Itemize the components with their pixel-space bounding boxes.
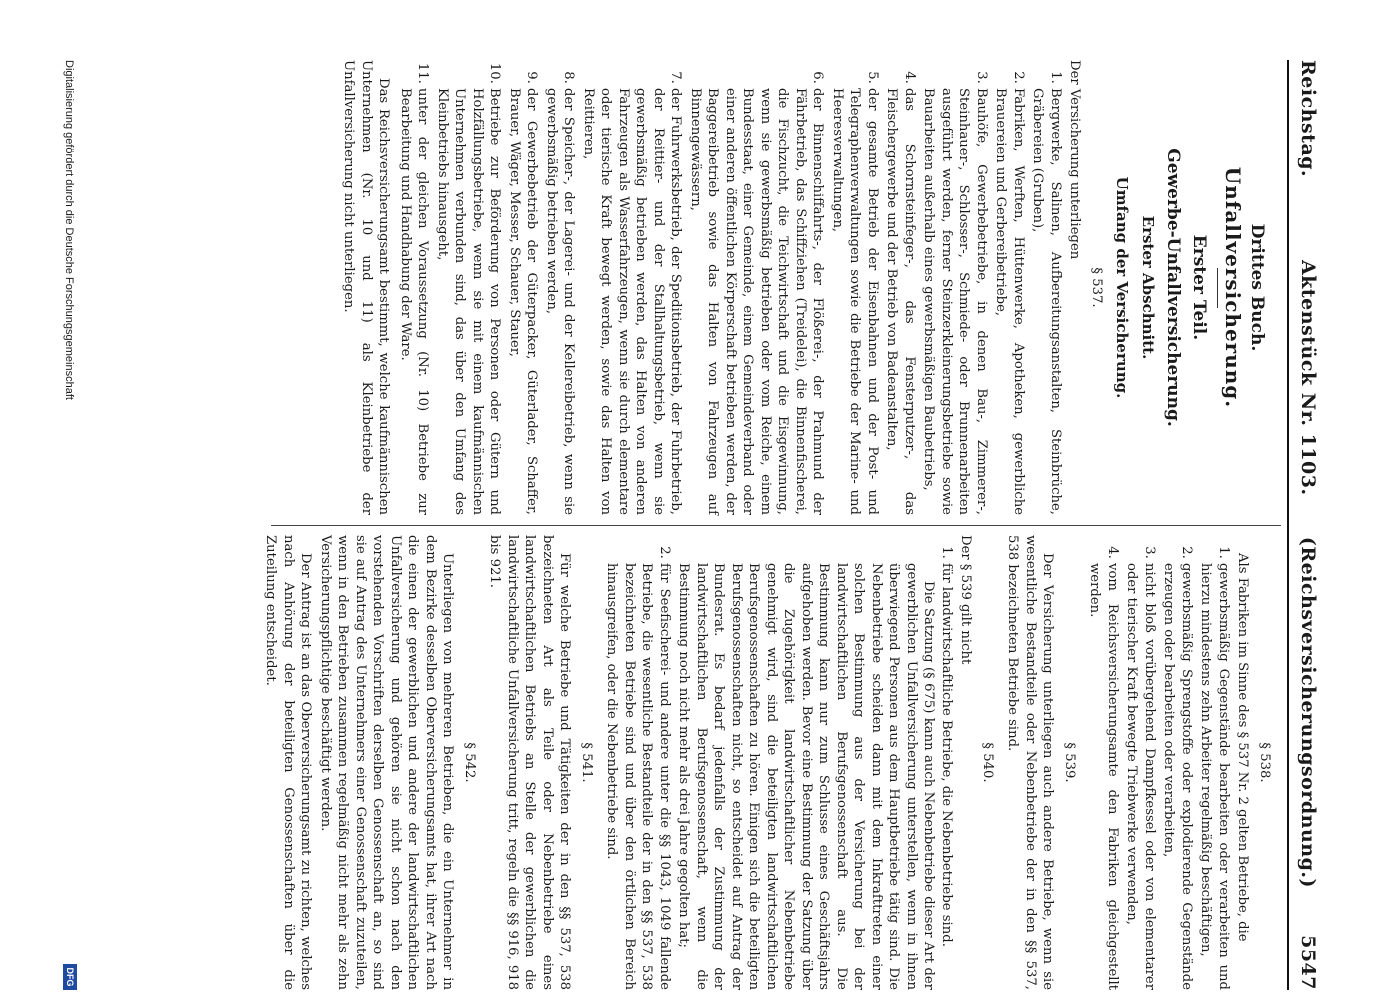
list-item: 2. für Seefischerei- und andere unter die §§ 1043, 1049 fallende Betriebe, die wesentliche Bestandteile der in den §§ 537, 538 bezeichneten Betriebe sind und über den örtlichen Bereich hinausgreifen, oder die Nebenbetriebe sind.: [603, 563, 673, 990]
paragraph-537-heading: § 537.: [1089, 267, 1104, 308]
list-item: 3. Bauhöfe, Gewerbebetriebe, in denen Bau-, Zimmerer-, Steinhauer-, Schlosser-, Schmiede- oder Brunnenarbeiten ausgeführt werden, ferner Steinzerkleinerungsbetriebe sowie Bauarbeiten außerhalb eines gewerbsmäßigen Baubetriebs,: [920, 88, 990, 515]
paragraph-539-heading: § 539.: [1062, 742, 1077, 783]
header-title: (Reichsversicherungsordnung.): [1297, 536, 1319, 888]
list-item: 7. der Fuhrwerksbetrieb, der Speditionsbetrieb, der Fuhrbetrieb, der Reittier- und der Stallhaltungsbetrieb, wenn sie gewerbsmäßig betrieben werden, das Halten von anderen Fahrzeugen als Wasserfahrzeugen, wenn sie durch elementare oder tierische Kraft bewegt werden, sowie das Halten von Reittieren,: [580, 88, 685, 515]
main-title: Unfallversicherung.: [1221, 166, 1246, 409]
paragraph-537-list: [397, 60, 1065, 515]
paragraph-537-intro: Der Versicherung unterliegen: [1067, 60, 1083, 260]
paragraph-540-intro: Der § 539 gilt nicht: [958, 535, 974, 665]
list-item: [675, 563, 955, 990]
list-item: 8. der Speicher-, der Lagerei- und der Kellereibetrieb, wenn sie gewerbsmäßig betrieben werden,: [543, 88, 578, 515]
paragraph-542-heading: § 542.: [462, 742, 477, 783]
paragraph-540-satzung: Die Satzung (§ 675) kann auch Nebenbetriebe dieser Art der gewerblichen Unfallversicherung unterstellen, wenn in ihnen überwiegend Personen aus dem Hauptbetriebe tätig sind. Die Nebenbetriebe scheiden dann mit dem Inkrafttreten einer solchen Bestimmung aus der Versicherung bei der landwirtschaftlichen Berufsgenossenschaft aus. Die Bestimmung kann nur zum Schlusse eines Geschäftsjahrs aufgehoben werden. Bevor eine Bestimmung der Satzung über die Zugehörigkeit landwirtschaftlicher Nebenbetriebe genehmigt wird, sind die beteiligten landwirtschaftlichen Berufsgenossenschaften zu hören. Einigen sich die beteiligten Berufsgenossenschaften nicht, so entscheidet auf Antrag der Bundesrat. Es bedarf jedenfalls der Zustimmung der landwirtschaftlichen Berufsgenossenschaft, wenn die Bestimmung noch nicht mehr als drei Jahre gegolten hat;: [676, 563, 937, 990]
paragraph-538-heading: § 538.: [1257, 742, 1272, 783]
paragraph-539-text: Der Versicherung unterliegen auch andere Betriebe, wenn sie wesentliche Bestandteile oder Nebenbetriebe der in den §§ 537, 538 bezeichneten Betriebe sind.: [1005, 535, 1056, 990]
paragraph-542-text: Unterliegen von mehreren Betrieben, die ein Unternehmer in dem Bezirke desselben Oberversicherungsamts hat, ihrer Art nach die einen der gewerblichen und andere der landwirtschaftlichen Unfallversicherung und gehören sie nicht schon nach den vorstehenden Vorschriften derselben Genossenschaft an, so sind sie auf Antrag des Unternehmers einer Genossenschaft zuzuteilen, wenn in den Betrieben zusammen regelmäßig nicht mehr als zehn Versicherungspflichtige beschäftigt werden.: [318, 535, 456, 990]
paragraph-538-list: [1086, 535, 1232, 990]
list-item: 11. unter der gleichen Voraussetzung (Nr. 10) Betriebe zur Bearbeitung und Handhabung der Ware.: [397, 88, 432, 515]
list-item-text: für landwirtschaftliche Betriebe, die Nebenbetriebe sind.: [939, 563, 954, 947]
list-item: 1. gewerbsmäßig Gegenstände bearbeiten oder verarbeiten und hierzu mindestens zehn Arbeiter regelmäßig beschäftigen,: [1197, 563, 1232, 990]
paragraph-538-intro: Als Fabriken im Sinne des § 537 Nr. 2 gelten Betriebe, die: [1235, 553, 1251, 942]
list-item: 5. der gesamte Betrieb der Eisenbahnen und der Post- und Telegraphenverwaltungen sowie die Betriebe der Marine- und Heeresverwaltungen,: [829, 88, 882, 515]
paragraph-540-heading: § 540.: [980, 742, 995, 783]
part-title: Erster Teil.: [1189, 234, 1209, 341]
page-number: 5547: [1297, 935, 1319, 990]
book-title: Drittes Buch.: [1247, 223, 1267, 352]
section-title: Erster Abschnitt.: [1139, 215, 1157, 360]
page-header: [1287, 60, 1323, 990]
column-divider: [271, 525, 1281, 526]
paragraph-541-text: Für welche Betriebe und Tätigkeiten der in den §§ 537, 538 bezeichneten Art als Teile oder Nebenbetriebe eines landwirtschaftlichen Betriebs an Stelle der gewerblichen die landwirtschaftliche Unfallversicherung tritt, regeln die §§ 916, 918 bis 921.: [487, 535, 573, 990]
paragraph-540-list: [603, 535, 955, 990]
paragraph-542-antrag: Der Antrag ist an das Oberversicherungsamt zu richten, welches nach Anhörung der beteiligten Genossenschaften über die Zuteilung entscheidet.: [263, 535, 314, 990]
right-column: [260, 535, 1281, 990]
list-item: 2. Fabriken, Werften, Hüttenwerke, Apotheken, gewerbliche Brauereien und Gerbereibetriebe,: [992, 88, 1027, 515]
dfg-logo: DFG: [63, 964, 77, 990]
list-item: 4. vom Reichsversicherungsamte den Fabriken gleichgestellt werden.: [1086, 563, 1121, 990]
left-column: [338, 60, 1281, 515]
paragraph-541-heading: § 541.: [579, 742, 594, 783]
header-middle: Aktenstück Nr. 1103.: [1297, 260, 1319, 496]
document-sheet: [83, 60, 1323, 990]
list-item: 6. der Binnenschiffahrts-, der Flößerei-, der Prahmund der Fährbetrieb, das Schiffziehen (Treidelei), die Binnenfischerei, die Fischzucht, die Teichwirtschaft und die Eisgewinnung, wenn sie gewerbsmäßig betrieben oder vom Reiche, einem Bundesstaat, einer Gemeinde, einem Gemeindeverband oder einer anderen öffentlichen Körperschaft betrieben werden, der Baggereibetrieb sowie das Halten von Fahrzeugen auf Binnengewässern,: [687, 88, 827, 515]
list-item: 10. Betriebe zur Beförderung von Personen oder Gütern und Holzfällungsbetriebe, wenn sie mit einem kaufmännischen Unternehmen verbunden sind, das über den Umfang des Kleinbetriebs hinausgeht,: [434, 88, 504, 515]
list-item: 9. der Gewerbebetrieb der Güterpacker, Güterlader, Schaffer, Brauer, Wäger, Messer, Schauer, Stauer,: [506, 88, 541, 515]
list-item: 4. das Schornsteinfeger-, das Fensterputzer-, das Fleischergewerbe und der Betrieb von Badeanstalten,: [883, 88, 918, 515]
section-subtitle: Umfang der Versicherung.: [1113, 176, 1132, 399]
header-right: [1297, 537, 1319, 990]
title-divider: [1217, 268, 1218, 308]
list-item: 3. nicht bloß vorübergehend Dampfkessel oder von elementarer oder tierischer Kraft bewegte Triebwerke verwenden,: [1123, 563, 1158, 990]
header-left: Reichstag.: [1297, 60, 1319, 178]
list-item: 2. gewerbsmäßig Sprengstoffe oder explodierende Gegenstände erzeugen oder bearbeiten oder verarbeiten,: [1160, 563, 1195, 990]
footer-text: Digitalisierung gefördert durch die Deutsche Forschungsgemeinschaft: [63, 60, 75, 400]
list-item: 1. Bergwerke, Salinen, Aufbereitungsanstalten, Steinbrüche, Gräbereien (Gruben),: [1029, 88, 1064, 515]
part-subtitle: Gewerbe-Unfallversicherung.: [1163, 148, 1184, 427]
paragraph-537-closing: Das Reichsversicherungsamt bestimmt, welche kaufmännischen Unternehmen (Nr. 10 und 11) als Kleinbetriebe der Unfallversicherung nicht unterliegen.: [341, 60, 392, 515]
